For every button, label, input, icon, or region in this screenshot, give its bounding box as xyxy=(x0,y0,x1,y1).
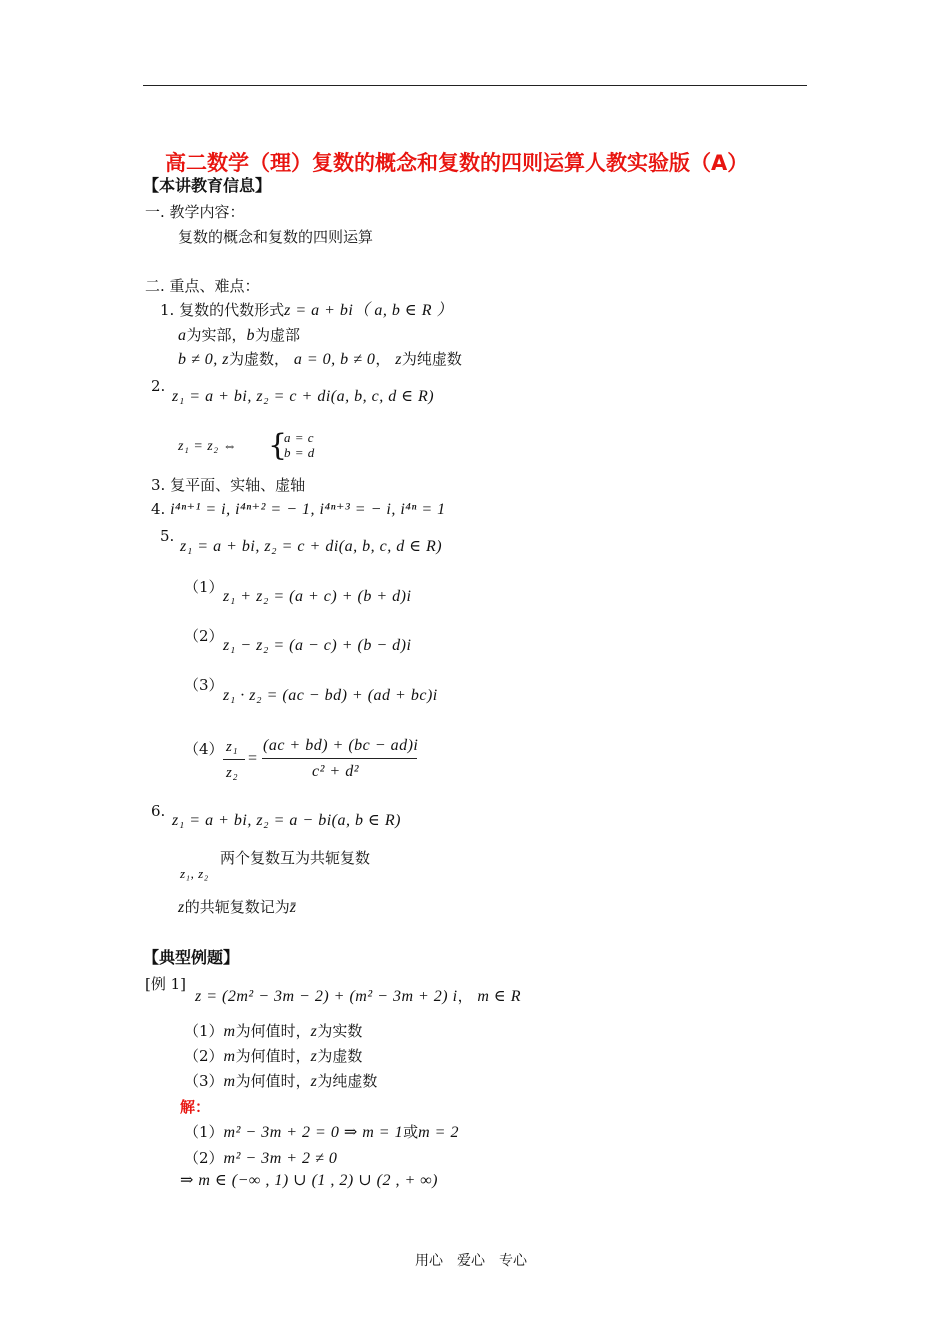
point-1-formula: z = a + bi xyxy=(284,302,354,319)
solution-1-or: 或 xyxy=(403,1123,419,1141)
var-a: a xyxy=(178,327,187,344)
question-text: 为何值时， xyxy=(235,1072,311,1090)
solution-1-formula: m² − 3m + 2 = 0 ⇒ m = 1 xyxy=(223,1124,404,1141)
system-brace: { xyxy=(268,428,288,463)
example-1-statement xyxy=(195,986,521,1007)
example-1-label: [例 1] xyxy=(145,975,187,993)
solution-2-formula: m² − 3m + 2 ≠ 0 xyxy=(223,1150,338,1167)
point-4-line xyxy=(151,499,446,520)
pure-imag-condition-formula: a = 0, b ≠ 0 xyxy=(293,351,376,368)
op-2-label: （2） xyxy=(184,627,224,645)
question-target: 为虚数 xyxy=(317,1047,363,1065)
point-1-condition: （ a, b ∈ R ） xyxy=(353,302,453,319)
question-number: （1） xyxy=(184,1022,224,1040)
question-number: （3） xyxy=(184,1072,224,1090)
solution-1-formula-2: m = 2 xyxy=(418,1124,459,1141)
point-4-number: 4. xyxy=(151,500,166,518)
conjugate-notation-text: 的共轭复数记为 xyxy=(184,898,290,916)
comma: ， xyxy=(375,350,391,368)
point-6-number: 6. xyxy=(151,802,166,820)
info-heading: 【本讲教育信息】 xyxy=(143,176,272,195)
pure-imag-text: 为纯虚数 xyxy=(401,350,462,368)
section-1-content: 复数的概念和复数的四则运算 xyxy=(178,228,374,246)
frac-left-denominator: z₂ xyxy=(226,765,239,781)
page-title: 高二数学（理）复数的概念和复数的四则运算人教实验版（A） xyxy=(165,151,749,175)
conjugate-notation-line xyxy=(178,897,296,918)
question-number: （2） xyxy=(184,1047,224,1065)
question-2 xyxy=(184,1046,362,1067)
point-5-formula: z₁ = a + bi, z₂ = c + di(a, b, c, d ∈ R) xyxy=(180,538,443,555)
solution-label: 解： xyxy=(180,1098,211,1116)
section-2-label: 二. 重点、难点： xyxy=(145,277,260,295)
frac-right-bar xyxy=(262,758,417,759)
imag-condition-formula: b ≠ 0, z xyxy=(178,351,230,368)
var-z: z xyxy=(395,351,402,368)
frac-right-numerator: (ac + bd) + (bc − ad)i xyxy=(263,737,419,754)
op-4-label: （4） xyxy=(184,740,224,758)
header-rule xyxy=(143,85,807,86)
point-1-imag-conditions xyxy=(178,349,462,370)
point-1-text: 复数的代数形式 xyxy=(179,301,285,319)
var-z: z xyxy=(310,1073,318,1090)
conjugate-pair-text: 两个复数互为共轭复数 xyxy=(220,849,371,867)
point-4-formula: i⁴ⁿ⁺¹ = i, i⁴ⁿ⁺² = − 1, i⁴ⁿ⁺³ = − i, i⁴ⁿ = 1 xyxy=(170,501,446,518)
point-1-number: 1. xyxy=(160,301,175,319)
op-1-formula: z₁ + z₂ = (a + c) + (b + d)i xyxy=(223,588,412,605)
point-3-line xyxy=(151,475,305,495)
op-2-formula: z₁ − z₂ = (a − c) + (b − d)i xyxy=(223,637,412,654)
point-5-number: 5. xyxy=(160,527,175,545)
examples-heading: 【典型例题】 xyxy=(143,948,240,967)
var-z: z xyxy=(310,1048,318,1065)
conjugate-pair: z₁, z₂ xyxy=(180,866,209,881)
op-3-label: （3） xyxy=(184,676,224,694)
imag-text: 为虚数， xyxy=(229,350,290,368)
solution-2 xyxy=(184,1148,337,1169)
point-2-number: 2. xyxy=(151,377,166,395)
frac-equals: = xyxy=(247,750,259,767)
point-2-formula: z₁ = a + bi, z₂ = c + di(a, b, c, d ∈ R) xyxy=(172,388,435,405)
section-1-label: 一. 教学内容： xyxy=(145,203,245,221)
point-3-number: 3. xyxy=(151,476,166,494)
var-b: b xyxy=(246,327,256,344)
solution-3-formula: ⇒ m ∈ (−∞ , 1) ∪ (1 , 2) ∪ (2 , + ∞) xyxy=(180,1172,438,1189)
frac-left-bar xyxy=(223,759,245,760)
var-z: z xyxy=(310,1023,318,1040)
imag-part-text: 为虚部 xyxy=(255,326,301,344)
solution-1-number: （1） xyxy=(184,1123,224,1141)
equality-top: a = c xyxy=(284,430,315,445)
solution-2-number: （2） xyxy=(184,1149,224,1167)
point-1-line xyxy=(160,300,453,321)
op-3-formula: z₁ · z₂ = (ac − bd) + (ad + bc)i xyxy=(223,687,438,704)
point-3-text: 复平面、实轴、虚轴 xyxy=(170,476,306,494)
real-part-text: 为实部， xyxy=(186,326,247,344)
example-1-formula: z = (2m² − 3m − 2) + (m² − 3m + 2) i xyxy=(195,988,458,1005)
question-target: 为纯虚数 xyxy=(317,1072,378,1090)
var-m: m xyxy=(223,1073,236,1090)
equality-bottom: b = d xyxy=(284,445,315,460)
question-text: 为何值时， xyxy=(235,1047,311,1065)
question-1 xyxy=(184,1021,362,1042)
solution-1 xyxy=(184,1122,459,1143)
example-1-condition: m ∈ R xyxy=(477,988,522,1005)
frac-left-numerator: z₁ xyxy=(226,739,239,755)
page-footer: 用心 爱心 专心 xyxy=(415,1253,527,1269)
point-6-formula: z₁ = a + bi, z₂ = a − bi(a, b ∈ R) xyxy=(172,812,401,829)
frac-right-denominator: c² + d² xyxy=(312,763,359,780)
op-1-label: （1） xyxy=(184,578,224,596)
question-text: 为何值时， xyxy=(235,1022,311,1040)
point-1-real-imag xyxy=(178,325,300,346)
example-1-separator: ， xyxy=(457,987,473,1005)
question-target: 为实数 xyxy=(317,1022,363,1040)
var-z: z xyxy=(178,899,185,916)
var-m: m xyxy=(223,1023,236,1040)
z-bar: z̄ xyxy=(289,899,297,916)
question-3 xyxy=(184,1071,377,1092)
var-m: m xyxy=(223,1048,236,1065)
equality-left: z₁ = z₂ ⇔ xyxy=(178,439,238,454)
